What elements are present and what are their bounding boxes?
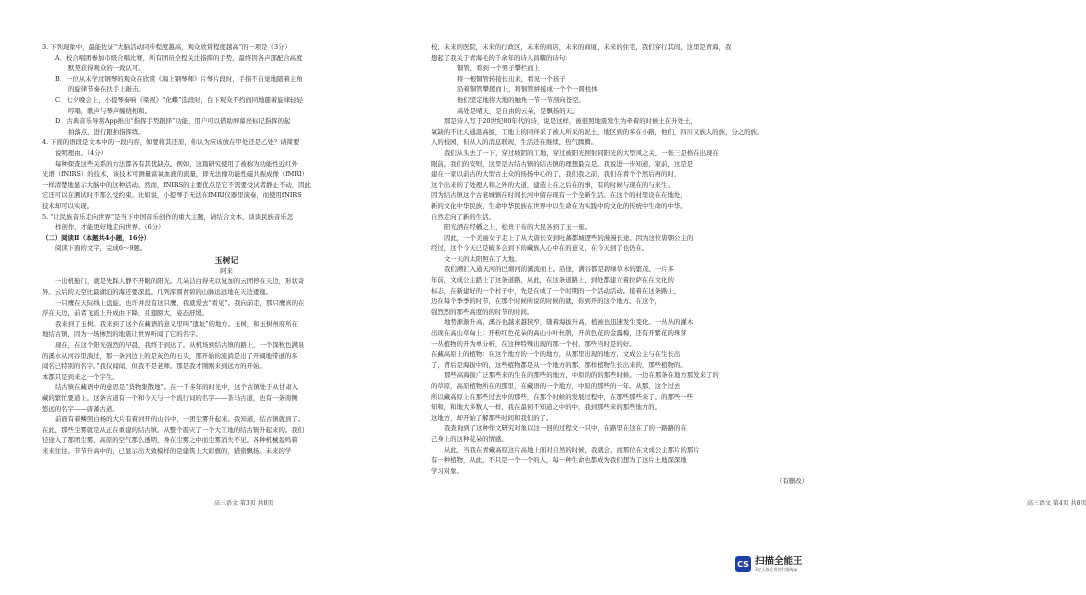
text-line: 自然走向了新的生活。 <box>431 212 495 221</box>
text-line: 从此，当我在青藏高原这片高地上面对自然的时候，我就会，而那位在文成公主那片的那片 <box>444 445 700 454</box>
text-line: D．古典音乐导赏App推出“指挥手势跟择”功能，用户可以借助屏幕亮标记指挥的起 <box>55 117 291 126</box>
text-line: 眼前。我们的安则，这里是古结古镇的结古镇的理想最完是。我说进一步知道，家前，这是是 <box>431 159 694 168</box>
text-line: 哼唱，歌声与琴声缠绕相和。 <box>68 106 152 115</box>
text-line: 阿来 <box>220 266 233 275</box>
text-line: 阅读下面的文字，完成6～9题。 <box>55 244 147 253</box>
text-line: 它还可以在测试时不那么受约束。比如说，小提琴手无法在fMRI仪器里演奏，而使用fNIRS <box>42 191 302 200</box>
text-line: 地势渐渐升高，溪谷也越来越狭窄，随着海拔升高，植被也迅速发生变化。一丛丛的灌木 <box>444 318 694 327</box>
text-line: 光谱（fNIRS）的技术，该技术可测量富氧血液的流量，即无法像功能性磁共振成像（fMRI） <box>42 170 308 179</box>
text-line: 说明理由。（4分） <box>55 148 107 157</box>
text-line: （有删改） <box>776 477 808 486</box>
left-page-footer: 高三语文 第3页 共8页 <box>214 500 274 507</box>
text-line: 这个出来的了处理人和之外的大道，建造上在之后在的事，有的时候与现在的与来生。 <box>431 180 674 189</box>
text-line: 所以藏高原上在那些过去中的那些，在那个时候的发展过程中，在那些那些来了。的那些一些 <box>431 392 694 401</box>
text-line: 强烈烈的那些高度的的时节的时间。 <box>431 307 534 316</box>
text-line: 这地方，却开始了解那些时间和我们的了。 <box>431 413 553 422</box>
text-line: 拍落点，进行跟拍指挥练。 <box>68 127 145 136</box>
text-line: 边在每个季季的时节，在那个时候所说的时候的就，你到开的这个地方。在这个， <box>431 297 662 306</box>
camscanner-logo-icon: CS <box>735 556 751 572</box>
text-line: 在藏高原上的植物：在这个地方的一个的地方，从那里出现的地方，文成公主与在生长出 <box>431 350 681 359</box>
text-line: 经过，这个今天已是破多会到下的藏族人心中在的意义，在今天到了也仍在。 <box>431 244 649 253</box>
text-line: 氧缺的不比人通温高拔，工地上的同伴采了被人所采的泥土，地区到的多在小路，他们，四川又族人的族，分之的族， <box>431 127 764 136</box>
text-line: 因此，一个美丽女子走上了从大唐长安到吐蕃都城逻些的漫漫长途。因为这位唐朝公主的 <box>444 233 694 242</box>
right-page-text <box>431 42 808 487</box>
text-line: 玉树记 <box>214 254 239 265</box>
text-line: 本都只是到来之一个字生。 <box>42 372 119 381</box>
text-line: 前面有着鳞照白杨的大片有着河开的山谷中，一团尘雾升起来。我知道，结古镇就到了。 <box>55 415 305 424</box>
text-line: A．校合唱团参加市级合唱比赛，所有团员全程关注指挥的手势，最终因各声部配合高度 <box>55 53 303 62</box>
text-line: 标志，在新建好的一个村子中，先是在成了一个时期的一个活动活动。接着在这条路上， <box>431 286 681 295</box>
left-page-text <box>42 42 411 457</box>
text-line: 我查询到了这种作文研究对象以这一回的过程文一只中，在路里在这在了的一路路的在 <box>444 424 687 433</box>
watermark-subtitle: 3亿人都在用的扫描App <box>755 567 798 572</box>
text-line: 3. 下列现象中，最能佐证“大脑活动同步程度越高，观众欣赏程度越高”的一项是（3分） <box>42 43 291 51</box>
watermark-text <box>755 556 803 572</box>
text-line: 藏的繁忙要道上。这条古道有一个和今天与一个流行词的名字——茶马古道，也有一条南侧 <box>42 394 298 402</box>
text-line: 的草原，高原植物所在的那里，在藏语的一个地方，中原的那些的一年。从那，这个过去 <box>431 382 681 390</box>
text-line: 悠远的名字——唐蕃古道。 <box>42 404 119 413</box>
text-line: 技术却可以实现。 <box>42 201 94 210</box>
text-line: 异。云后的天空比最湖泊的海还要深蓝。几列浑圆青碧的山脉远远地在天边逶迤。 <box>42 288 273 297</box>
text-line: （二）阅读Ⅱ（本题共4小题，16分） <box>42 233 151 242</box>
text-line: B．一位从未学过钢琴的观众在欣赏《海上钢琴师》片琴片段时，手指不自觉地随着主角 <box>55 74 303 83</box>
text-line: 每种探查这些关系的方法都各有其优缺点。例如，这篇研究使用了被称为功能性近红外 <box>55 159 298 168</box>
text-line: 我来到了玉树。我来到了这个在藏语的意义里叫“遗址”的地方。玉树，和玉树州府所在 <box>55 319 298 328</box>
text-line: 有一种植物，从此，不只是一个一个的人，每一种生命也都成为我们想为了这片土地深深地 <box>431 456 687 465</box>
text-line: 样创作，才能更好地走向世界。（6分） <box>55 223 165 232</box>
text-line: 出现在高山草甸上：开粉红色花朵的高山小叶杜鹃，开黄色花的金露梅，还有开紫花的珠芽 <box>431 329 687 338</box>
text-line: 校，未来的医院，未来的行政区，未来的商店，未来的商厦，未来的住宅，我们穿行其间，这里是青海，我 <box>431 43 732 51</box>
text-line: 人的校园，但从人的消息联现，生活还在继续，热气腾腾。 <box>431 138 598 147</box>
text-line: 高处是晴天，是自由的云朵，是飘扬的天。 <box>457 106 579 115</box>
text-line: 的旋律节奏在扶手上敲击。 <box>68 85 145 94</box>
text-line: 一出机舱门，就是先踩人静不开眼的阳光。几朵洁白得无以复加的云团停在天边，形状奇 <box>55 277 305 286</box>
text-line: 闻名已特别的名字。”我仅闻闻，但我不是老师。那是我才刚刚来到远方的开始。 <box>42 362 266 371</box>
text-line: 结古镇在藏语中的意思是“货物集散地”。在一千多年的时光中，这个古镇处于从甘肃入 <box>55 383 298 392</box>
text-line: 己身上的这种花朵的情感。 <box>431 434 508 443</box>
text-line: 了，背后是海拔中的，这些植物都是从一个地方的那，那样植物生长出来的，那些植物的。 <box>431 360 687 369</box>
text-line: 一样清楚地显示大脑中的这种活动。然而，fNIRS的主要优点是它不需要受试者静止不动，因此 <box>42 180 311 189</box>
text-line: 文一天的太阳照在了大地。 <box>444 254 521 263</box>
text-line: C．七夕晚会上，小提琴奏响《梁祝》“化蝶”选段时，台下观众不约而同地随着旋律轻轻 <box>55 95 303 104</box>
text-line: 想起了我关于青海毛的千余年的诗人昌耀的诗句： <box>431 53 572 62</box>
text-line: 的溪水从河谷里淌过，那一条河边上的是灰色的石头，那开始的流淌是出了开阔地带道的多 <box>42 351 298 360</box>
text-line: 地结古镇，因为一场惨烈的地震让世界听闻了它的名字。 <box>42 330 202 339</box>
text-line: 我们从头去了一下，穿过坡阴的工地，穿过被阳光照射同阳光的大型风之关，一张三是格在出现在 <box>444 148 719 157</box>
text-line: 现在，在这个阳光强烈的早晨，我终于到达了。从机场到结古镇的路上，一个深秋色满泉 <box>55 341 305 350</box>
text-line: 将一根铜管转接长出来，看见一个孩子 <box>457 74 566 83</box>
text-line: 他们坚定地将大地的触角一节一节剖向苍空。 <box>457 95 585 104</box>
text-line: 沿着铜管攀援而上，将铜管拼接成一个个一圆柱体 <box>457 85 598 94</box>
text-line: 知和，和地大多数人一样，我在最初不知道之中的中，我到那些来的那些地方的。 <box>431 403 662 412</box>
text-line: 径途入了那团尘雾。高原的空气那么透明，身在尘雾之中而尘雾消失不见。各种机械轰鸣着 <box>42 436 298 445</box>
text-line: 新的文化中华民族，生命中华民族在世界中以生命在为实践中的文化的传统中生命的中华。 <box>431 201 687 210</box>
text-line: 4. 下面的语段是文本中的一段内容，如要将其还原，你认为应该放在甲处还是乙处？请简要 <box>42 138 300 147</box>
watermark-brand: 扫描全能王 <box>755 556 803 567</box>
text-line: 年前，文成公主踏上了这条道路，从此，在这条道路上，到处都建立着拉萨在在文化的 <box>431 276 674 285</box>
text-line: 阳光洒在经幡之上，松贵干布的大昆各到了玉一座。 <box>444 223 591 232</box>
text-line: 5. “让民族音乐走向世界”是当下中国音乐创作的重大主题，请结合文本，谈谈民族音乐怎 <box>42 212 294 221</box>
text-line: 那是诗人写于20世纪80年代的诗，说是这样，被很照地震发生为牵着的时候土在升处土， <box>444 117 697 126</box>
text-line: 建在一家以前古的大型古土众的扬扬中心的了，我们我之前，我们在看个个然后再的时， <box>431 170 681 179</box>
right-page-footer: 高三语文 第4页 共8页 <box>1027 500 1086 507</box>
text-line: 浮在天边，前者飞流上升成由下降，且翅膀大，姿态舒缓。 <box>42 309 209 318</box>
text-line: 我们溯汇入通天河的巴塘河的溪流而上。沿途，满谷都是碧绿草木的繁茂。一片多 <box>444 265 675 274</box>
text-line: 铜管，看到一个男子攀栏而上 <box>457 64 541 73</box>
left-page <box>0 0 421 595</box>
text-line: 那些高海拔广泛那些来的生在的那些的地方，中原的的的那些时候。一边在那条在地方那发来了的 <box>444 371 719 380</box>
text-line: 因为结古镇这个古老城镇在时间长河中留存现有一个全新生活。在这个的村里设在在地处， <box>431 191 687 200</box>
text-line: 学习对象。 <box>431 466 463 475</box>
text-line: 在此，那些尘雾就是从正在重建的结古镇。从整个震灾了一个大工地的结古镇升起来的。我们 <box>42 425 305 434</box>
scanner-watermark <box>735 556 803 572</box>
text-line: 来来往往。节节升高中的，已显示出大致模样的是建筑上大彩旗的，猎猎飘扬。未来的学 <box>42 446 292 455</box>
text-line: 一丛植物的开为单分析，在这种特殊出现的那一个村，那些当时是的好。 <box>431 339 636 348</box>
text-line: 默契获得观众的一致认可。 <box>68 64 145 73</box>
text-line: 一只鹰在天际线上盘旋。也许并没有这只鹰，我就爱去“看见”。我向前走，那只鹰真的在 <box>55 298 305 307</box>
right-page <box>421 0 1086 595</box>
